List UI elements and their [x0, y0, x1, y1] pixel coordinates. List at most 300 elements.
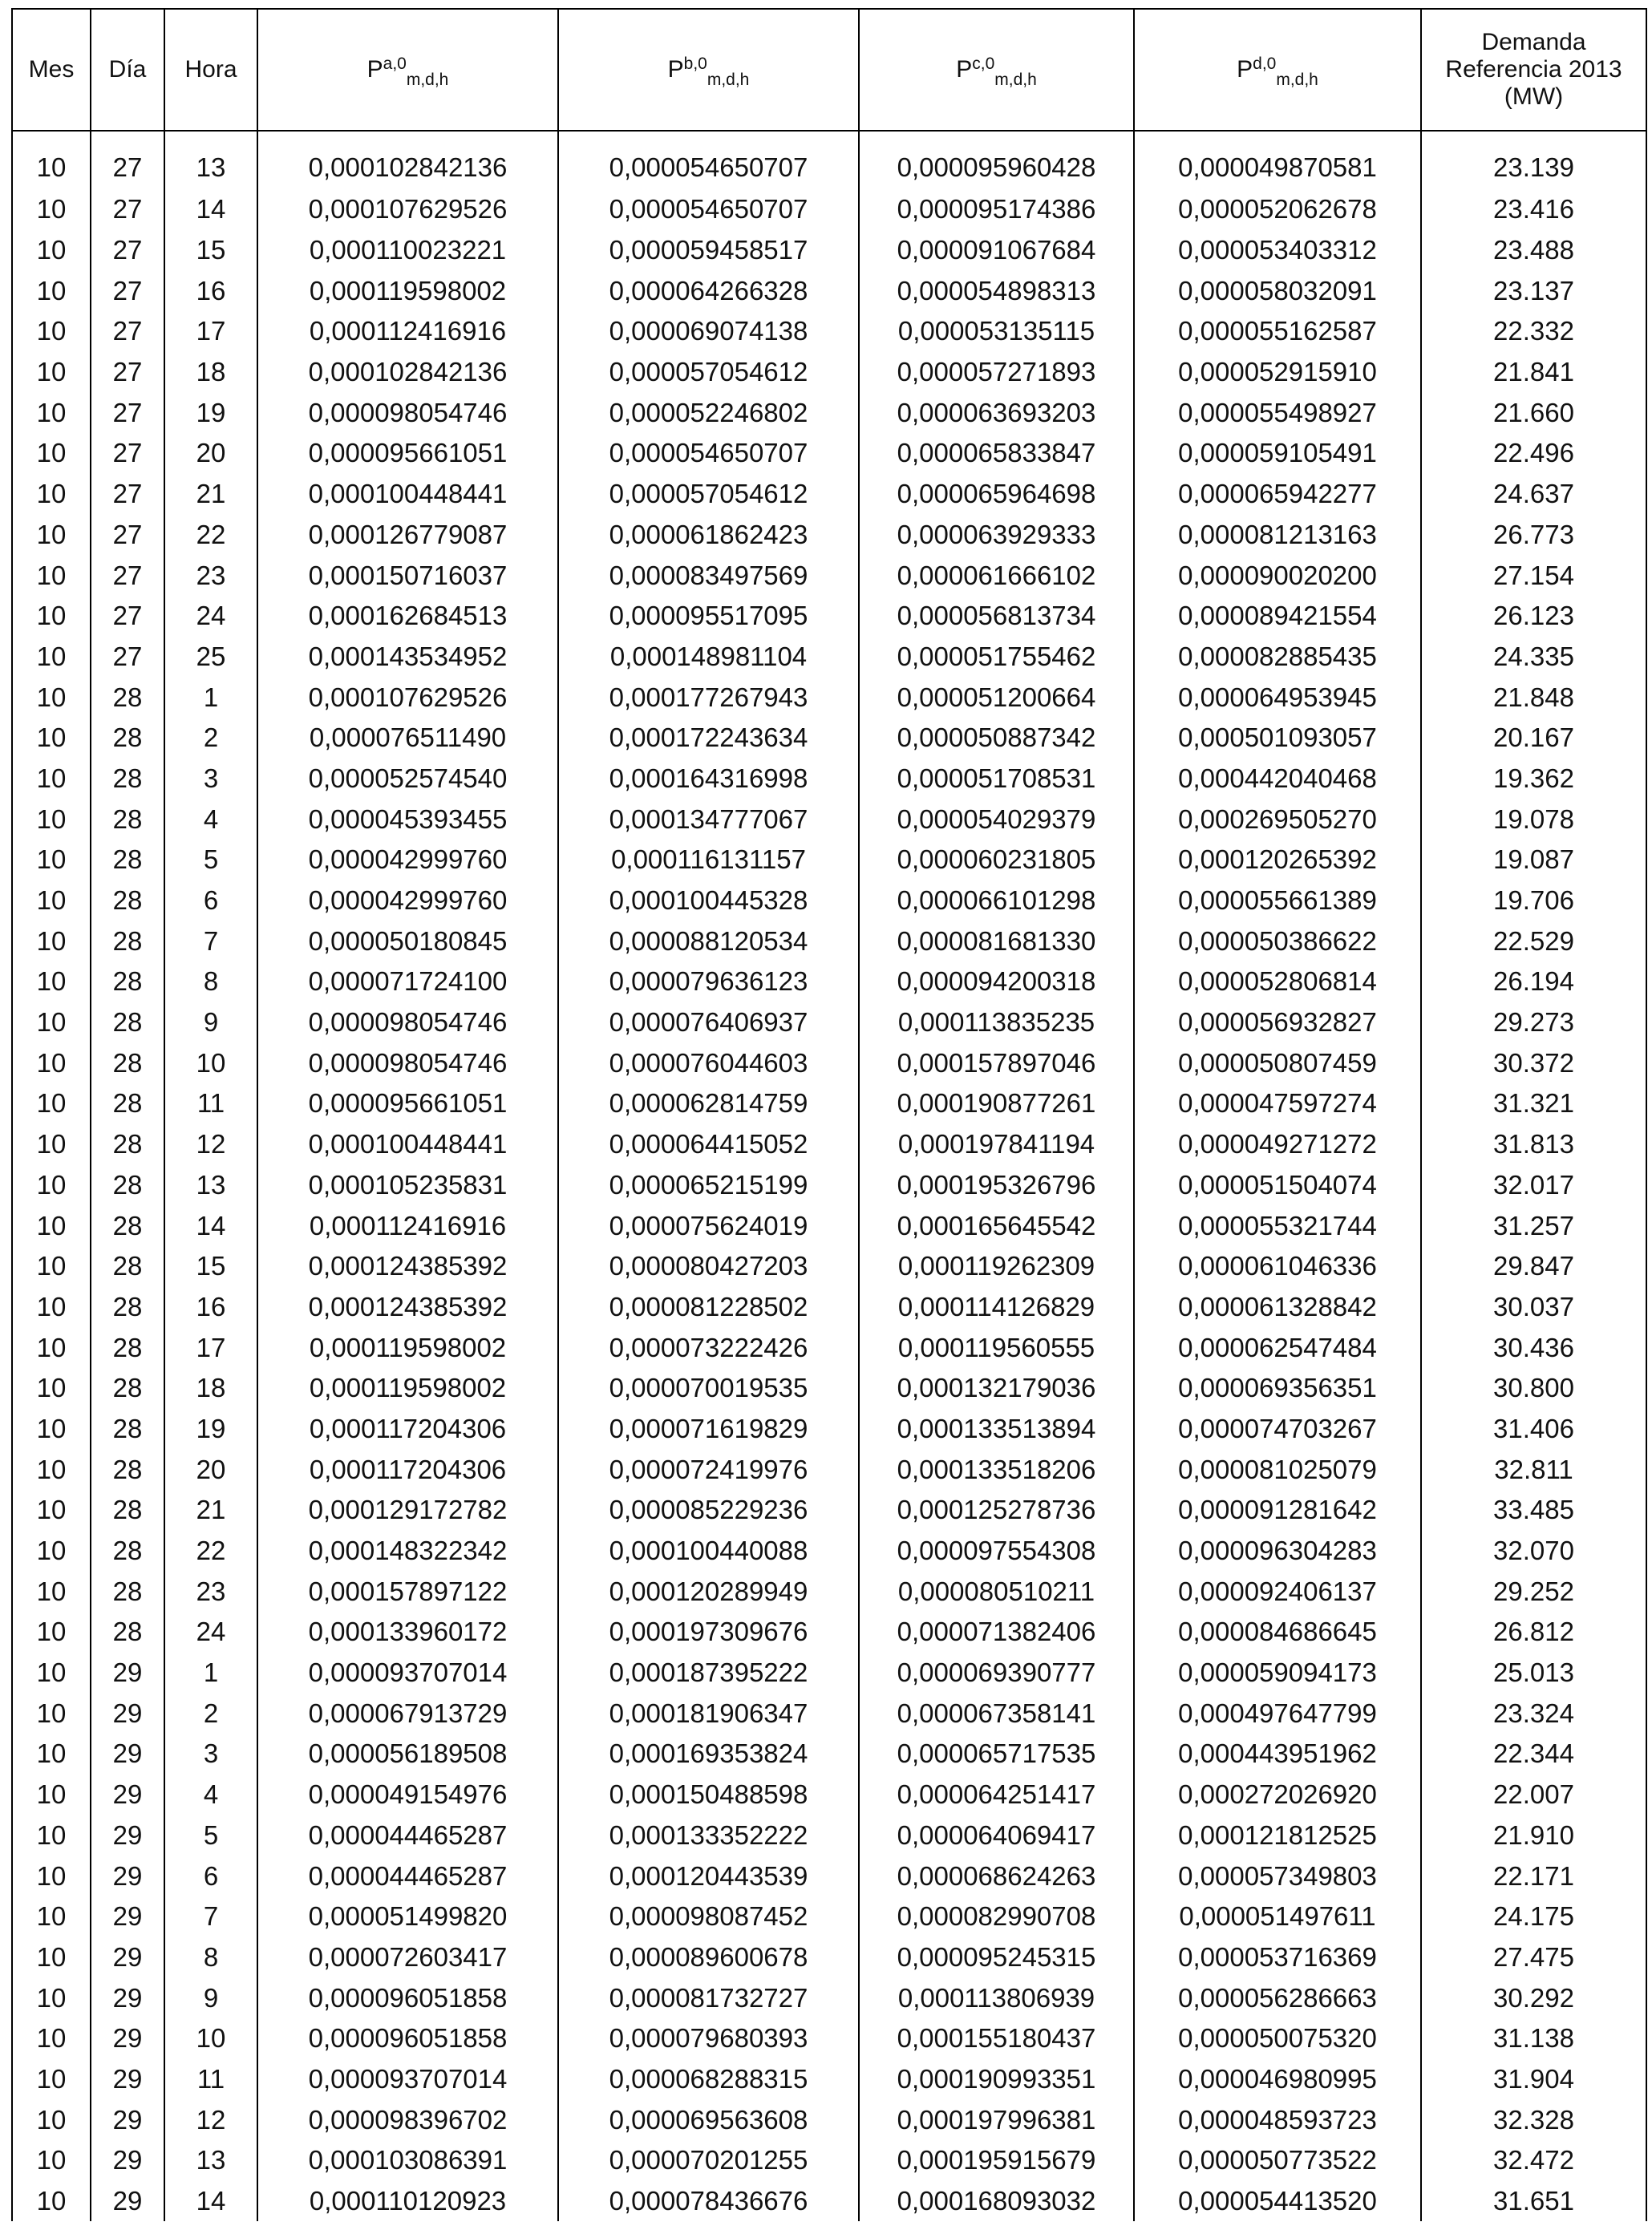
p-a-cell: 0,000098054746 — [257, 392, 558, 433]
p-a-cell: 0,000110023221 — [257, 230, 558, 271]
demanda-cell: 22.496 — [1421, 433, 1646, 474]
hora-cell: 10 — [164, 1042, 257, 1083]
dia-cell: 29 — [91, 1734, 164, 1775]
p-d-cell: 0,000121812525 — [1134, 1815, 1421, 1856]
p-b-cell: 0,000069074138 — [558, 311, 859, 352]
mes-cell: 10 — [12, 1856, 91, 1896]
p-a-cell: 0,000096051858 — [257, 1977, 558, 2018]
table-row — [12, 1856, 1646, 1896]
p-d-cell: 0,000055661389 — [1134, 880, 1421, 921]
header-p-c — [859, 9, 1134, 131]
demanda-cell: 21.841 — [1421, 352, 1646, 393]
p-b-cell: 0,000080427203 — [558, 1246, 859, 1287]
p-d-cell: 0,000053716369 — [1134, 1937, 1421, 1978]
document-page — [11, 8, 1647, 2221]
mes-cell: 10 — [12, 1896, 91, 1937]
demand-coefficients-table — [11, 8, 1647, 2221]
p-d-cell: 0,000051497611 — [1134, 1896, 1421, 1937]
p-d-cell: 0,000059105491 — [1134, 433, 1421, 474]
mes-cell: 10 — [12, 840, 91, 880]
header-p-c-base: P — [956, 56, 973, 83]
hora-cell: 6 — [164, 1856, 257, 1896]
demanda-cell: 31.406 — [1421, 1409, 1646, 1450]
hora-cell: 14 — [164, 189, 257, 230]
table-row — [12, 1775, 1646, 1815]
p-b-cell: 0,000076406937 — [558, 1002, 859, 1043]
p-d-cell: 0,000497647799 — [1134, 1693, 1421, 1734]
p-b-cell: 0,000054650707 — [558, 131, 859, 189]
p-c-cell: 0,000065964698 — [859, 474, 1134, 515]
dia-cell: 27 — [91, 311, 164, 352]
p-a-cell: 0,000112416916 — [257, 1205, 558, 1246]
p-c-cell: 0,000067358141 — [859, 1693, 1134, 1734]
p-c-cell: 0,000157897046 — [859, 1042, 1134, 1083]
table-row — [12, 1409, 1646, 1450]
mes-cell: 10 — [12, 677, 91, 718]
demanda-cell: 24.335 — [1421, 637, 1646, 678]
p-b-cell: 0,000120289949 — [558, 1571, 859, 1612]
dia-cell: 28 — [91, 1124, 164, 1165]
demanda-cell: 21.660 — [1421, 392, 1646, 433]
p-c-cell: 0,000097554308 — [859, 1531, 1134, 1572]
demanda-cell: 19.087 — [1421, 840, 1646, 880]
p-c-cell: 0,000053135115 — [859, 311, 1134, 352]
header-p-d-base: P — [1237, 56, 1253, 83]
p-a-cell: 0,000076511490 — [257, 718, 558, 759]
header-p-d-sup: d,0 — [1253, 55, 1277, 73]
p-d-cell: 0,000272026920 — [1134, 1775, 1421, 1815]
hora-cell: 10 — [164, 2018, 257, 2059]
hora-cell: 14 — [164, 1205, 257, 1246]
p-d-cell: 0,000051504074 — [1134, 1165, 1421, 1206]
p-c-cell: 0,000195915679 — [859, 2140, 1134, 2181]
table-row — [12, 433, 1646, 474]
p-b-cell: 0,000075624019 — [558, 1205, 859, 1246]
dia-cell: 27 — [91, 637, 164, 678]
mes-cell: 10 — [12, 1002, 91, 1043]
hora-cell: 1 — [164, 677, 257, 718]
dia-cell: 27 — [91, 433, 164, 474]
p-a-cell: 0,000143534952 — [257, 637, 558, 678]
table-row — [12, 230, 1646, 271]
p-b-cell: 0,000068288315 — [558, 2059, 859, 2100]
dia-cell: 28 — [91, 1571, 164, 1612]
hora-cell: 18 — [164, 352, 257, 393]
p-d-cell: 0,000058032091 — [1134, 270, 1421, 311]
p-b-cell: 0,000057054612 — [558, 352, 859, 393]
table-row — [12, 637, 1646, 678]
hora-cell: 13 — [164, 2140, 257, 2181]
p-c-cell: 0,000063929333 — [859, 515, 1134, 556]
p-d-cell: 0,000050807459 — [1134, 1042, 1421, 1083]
mes-cell: 10 — [12, 921, 91, 961]
p-c-cell: 0,000051708531 — [859, 759, 1134, 799]
mes-cell: 10 — [12, 596, 91, 637]
dia-cell: 28 — [91, 759, 164, 799]
mes-cell: 10 — [12, 1449, 91, 1490]
header-hora: Hora — [164, 9, 257, 131]
p-c-cell: 0,000133518206 — [859, 1449, 1134, 1490]
p-c-cell: 0,000068624263 — [859, 1856, 1134, 1896]
table-row — [12, 677, 1646, 718]
dia-cell: 28 — [91, 1490, 164, 1531]
dia-cell: 28 — [91, 840, 164, 880]
table-row — [12, 352, 1646, 393]
dia-cell: 29 — [91, 1775, 164, 1815]
p-d-cell: 0,000443951962 — [1134, 1734, 1421, 1775]
hora-cell: 15 — [164, 1246, 257, 1287]
p-a-cell: 0,000096051858 — [257, 2018, 558, 2059]
mes-cell: 10 — [12, 1205, 91, 1246]
demanda-cell: 22.332 — [1421, 311, 1646, 352]
demanda-cell: 30.800 — [1421, 1368, 1646, 1409]
p-c-cell: 0,000190877261 — [859, 1083, 1134, 1124]
mes-cell: 10 — [12, 759, 91, 799]
demanda-cell: 25.013 — [1421, 1653, 1646, 1694]
demanda-cell: 24.637 — [1421, 474, 1646, 515]
hora-cell: 23 — [164, 1571, 257, 1612]
table-row — [12, 1083, 1646, 1124]
p-a-cell: 0,000098396702 — [257, 2099, 558, 2140]
mes-cell: 10 — [12, 1368, 91, 1409]
p-a-cell: 0,000067913729 — [257, 1693, 558, 1734]
p-d-cell: 0,000049271272 — [1134, 1124, 1421, 1165]
p-a-cell: 0,000093707014 — [257, 2059, 558, 2100]
table-row — [12, 880, 1646, 921]
p-c-cell: 0,000195326796 — [859, 1165, 1134, 1206]
mes-cell: 10 — [12, 799, 91, 840]
mes-cell: 10 — [12, 637, 91, 678]
p-a-cell: 0,000044465287 — [257, 1856, 558, 1896]
p-a-cell: 0,000117204306 — [257, 1409, 558, 1450]
dia-cell: 28 — [91, 799, 164, 840]
p-b-cell: 0,000181906347 — [558, 1693, 859, 1734]
hora-cell: 24 — [164, 1612, 257, 1653]
p-b-cell: 0,000070201255 — [558, 2140, 859, 2181]
demanda-cell: 26.812 — [1421, 1612, 1646, 1653]
table-row — [12, 1531, 1646, 1572]
table-row — [12, 1205, 1646, 1246]
demanda-cell: 19.078 — [1421, 799, 1646, 840]
demanda-cell: 31.138 — [1421, 2018, 1646, 2059]
table-row — [12, 840, 1646, 880]
dia-cell: 28 — [91, 1612, 164, 1653]
hora-cell: 9 — [164, 1977, 257, 2018]
hora-cell: 17 — [164, 311, 257, 352]
p-b-cell: 0,000071619829 — [558, 1409, 859, 1450]
p-a-cell: 0,000148322342 — [257, 1531, 558, 1572]
p-c-cell: 0,000051755462 — [859, 637, 1134, 678]
p-a-cell: 0,000102842136 — [257, 131, 558, 189]
p-d-cell: 0,000092406137 — [1134, 1571, 1421, 1612]
p-c-cell: 0,000056813734 — [859, 596, 1134, 637]
mes-cell: 10 — [12, 2099, 91, 2140]
hora-cell: 3 — [164, 759, 257, 799]
p-c-cell: 0,000168093032 — [859, 2181, 1134, 2222]
table-row — [12, 311, 1646, 352]
table-body — [12, 131, 1646, 2221]
demanda-cell: 23.416 — [1421, 189, 1646, 230]
p-a-cell: 0,000050180845 — [257, 921, 558, 961]
table-row — [12, 270, 1646, 311]
header-p-a — [257, 9, 558, 131]
p-b-cell: 0,000164316998 — [558, 759, 859, 799]
p-b-cell: 0,000133352222 — [558, 1815, 859, 1856]
mes-cell: 10 — [12, 1083, 91, 1124]
hora-cell: 11 — [164, 1083, 257, 1124]
table-row — [12, 1815, 1646, 1856]
p-a-cell: 0,000119598002 — [257, 270, 558, 311]
p-a-cell: 0,000133960172 — [257, 1612, 558, 1653]
mes-cell: 10 — [12, 131, 91, 189]
table-row — [12, 1734, 1646, 1775]
table-row — [12, 1287, 1646, 1328]
p-c-cell: 0,000125278736 — [859, 1490, 1134, 1531]
demanda-cell: 26.194 — [1421, 961, 1646, 1002]
p-c-cell: 0,000114126829 — [859, 1287, 1134, 1328]
p-a-cell: 0,000119598002 — [257, 1368, 558, 1409]
header-p-a-sup: a,0 — [383, 55, 407, 73]
table-row — [12, 799, 1646, 840]
table-row — [12, 1002, 1646, 1043]
hora-cell: 24 — [164, 596, 257, 637]
mes-cell: 10 — [12, 2018, 91, 2059]
hora-cell: 5 — [164, 840, 257, 880]
p-b-cell: 0,000100440088 — [558, 1531, 859, 1572]
p-d-cell: 0,000053403312 — [1134, 230, 1421, 271]
p-a-cell: 0,000042999760 — [257, 880, 558, 921]
p-a-cell: 0,000129172782 — [257, 1490, 558, 1531]
p-d-cell: 0,000442040468 — [1134, 759, 1421, 799]
demanda-cell: 21.910 — [1421, 1815, 1646, 1856]
p-d-cell: 0,000059094173 — [1134, 1653, 1421, 1694]
p-c-cell: 0,000095245315 — [859, 1937, 1134, 1978]
p-a-cell: 0,000103086391 — [257, 2140, 558, 2181]
p-a-cell: 0,000102842136 — [257, 352, 558, 393]
header-p-c-sup: c,0 — [972, 55, 995, 73]
header-p-d — [1134, 9, 1421, 131]
demanda-cell: 29.847 — [1421, 1246, 1646, 1287]
dia-cell: 27 — [91, 189, 164, 230]
p-a-cell: 0,000093707014 — [257, 1653, 558, 1694]
mes-cell: 10 — [12, 1246, 91, 1287]
table-row — [12, 2181, 1646, 2222]
p-c-cell: 0,000113806939 — [859, 1977, 1134, 2018]
p-d-cell: 0,000055498927 — [1134, 392, 1421, 433]
mes-cell: 10 — [12, 1327, 91, 1368]
p-d-cell: 0,000054413520 — [1134, 2181, 1421, 2222]
demanda-cell: 30.372 — [1421, 1042, 1646, 1083]
p-a-cell: 0,000119598002 — [257, 1327, 558, 1368]
p-b-cell: 0,000095517095 — [558, 596, 859, 637]
mes-cell: 10 — [12, 1815, 91, 1856]
hora-cell: 7 — [164, 921, 257, 961]
dia-cell: 28 — [91, 1246, 164, 1287]
p-b-cell: 0,000078436676 — [558, 2181, 859, 2222]
p-d-cell: 0,000047597274 — [1134, 1083, 1421, 1124]
table-row — [12, 515, 1646, 556]
p-d-cell: 0,000046980995 — [1134, 2059, 1421, 2100]
demanda-cell: 30.037 — [1421, 1287, 1646, 1328]
p-b-cell: 0,000098087452 — [558, 1896, 859, 1937]
table-row — [12, 1571, 1646, 1612]
demanda-cell: 27.475 — [1421, 1937, 1646, 1978]
mes-cell: 10 — [12, 1937, 91, 1978]
header-p-d-sub: m,d,h — [1276, 71, 1318, 89]
hora-cell: 14 — [164, 2181, 257, 2222]
mes-cell: 10 — [12, 961, 91, 1002]
hora-cell: 1 — [164, 1653, 257, 1694]
p-d-cell: 0,000091281642 — [1134, 1490, 1421, 1531]
hora-cell: 4 — [164, 799, 257, 840]
mes-cell: 10 — [12, 1653, 91, 1694]
header-p-b-sub: m,d,h — [707, 71, 750, 89]
table-row — [12, 1693, 1646, 1734]
p-b-cell: 0,000081732727 — [558, 1977, 859, 2018]
p-d-cell: 0,000064953945 — [1134, 677, 1421, 718]
header-p-c-sub: m,d,h — [994, 71, 1037, 89]
dia-cell: 27 — [91, 131, 164, 189]
p-a-cell: 0,000098054746 — [257, 1042, 558, 1083]
p-c-cell: 0,000063693203 — [859, 392, 1134, 433]
table-row — [12, 1124, 1646, 1165]
p-b-cell: 0,000054650707 — [558, 433, 859, 474]
p-b-cell: 0,000065215199 — [558, 1165, 859, 1206]
p-a-cell: 0,000051499820 — [257, 1896, 558, 1937]
table-row — [12, 1042, 1646, 1083]
p-c-cell: 0,000057271893 — [859, 352, 1134, 393]
p-b-cell: 0,000081228502 — [558, 1287, 859, 1328]
mes-cell: 10 — [12, 2140, 91, 2181]
p-b-cell: 0,000070019535 — [558, 1368, 859, 1409]
p-d-cell: 0,000069356351 — [1134, 1368, 1421, 1409]
p-d-cell: 0,000052915910 — [1134, 352, 1421, 393]
p-b-cell: 0,000089600678 — [558, 1937, 859, 1978]
hora-cell: 5 — [164, 1815, 257, 1856]
demanda-cell: 22.171 — [1421, 1856, 1646, 1896]
demanda-cell: 23.324 — [1421, 1693, 1646, 1734]
demanda-cell: 21.848 — [1421, 677, 1646, 718]
p-b-cell: 0,000172243634 — [558, 718, 859, 759]
demanda-cell: 32.472 — [1421, 2140, 1646, 2181]
dia-cell: 28 — [91, 1002, 164, 1043]
p-d-cell: 0,000120265392 — [1134, 840, 1421, 880]
p-c-cell: 0,000133513894 — [859, 1409, 1134, 1450]
mes-cell: 10 — [12, 1124, 91, 1165]
p-c-cell: 0,000094200318 — [859, 961, 1134, 1002]
p-c-cell: 0,000095960428 — [859, 131, 1134, 189]
p-b-cell: 0,000083497569 — [558, 555, 859, 596]
demanda-cell: 30.292 — [1421, 1977, 1646, 2018]
p-b-cell: 0,000116131157 — [558, 840, 859, 880]
p-a-cell: 0,000095661051 — [257, 433, 558, 474]
p-d-cell: 0,000074703267 — [1134, 1409, 1421, 1450]
demanda-cell: 22.007 — [1421, 1775, 1646, 1815]
p-c-cell: 0,000064069417 — [859, 1815, 1134, 1856]
hora-cell: 12 — [164, 2099, 257, 2140]
mes-cell: 10 — [12, 1693, 91, 1734]
table-row — [12, 1327, 1646, 1368]
p-c-cell: 0,000071382406 — [859, 1612, 1134, 1653]
p-a-cell: 0,000056189508 — [257, 1734, 558, 1775]
header-demanda-line3: (MW) — [1504, 83, 1564, 110]
p-d-cell: 0,000065942277 — [1134, 474, 1421, 515]
demanda-cell: 31.813 — [1421, 1124, 1646, 1165]
header-p-b-sup: b,0 — [683, 55, 707, 73]
p-d-cell: 0,000048593723 — [1134, 2099, 1421, 2140]
dia-cell: 28 — [91, 1287, 164, 1328]
dia-cell: 28 — [91, 677, 164, 718]
hora-cell: 23 — [164, 555, 257, 596]
demanda-cell: 33.485 — [1421, 1490, 1646, 1531]
dia-cell: 29 — [91, 1856, 164, 1896]
hora-cell: 16 — [164, 1287, 257, 1328]
hora-cell: 18 — [164, 1368, 257, 1409]
dia-cell: 27 — [91, 474, 164, 515]
table-row — [12, 2140, 1646, 2181]
dia-cell: 27 — [91, 596, 164, 637]
dia-cell: 28 — [91, 1327, 164, 1368]
p-a-cell: 0,000107629526 — [257, 189, 558, 230]
p-b-cell: 0,000072419976 — [558, 1449, 859, 1490]
p-b-cell: 0,000134777067 — [558, 799, 859, 840]
table-row — [12, 1490, 1646, 1531]
demanda-cell: 23.139 — [1421, 131, 1646, 189]
table-row — [12, 392, 1646, 433]
p-b-cell: 0,000079636123 — [558, 961, 859, 1002]
p-d-cell: 0,000082885435 — [1134, 637, 1421, 678]
p-b-cell: 0,000069563608 — [558, 2099, 859, 2140]
dia-cell: 29 — [91, 2099, 164, 2140]
p-b-cell: 0,000187395222 — [558, 1653, 859, 1694]
p-b-cell: 0,000085229236 — [558, 1490, 859, 1531]
p-b-cell: 0,000177267943 — [558, 677, 859, 718]
p-b-cell: 0,000059458517 — [558, 230, 859, 271]
p-b-cell: 0,000100445328 — [558, 880, 859, 921]
demanda-cell: 32.811 — [1421, 1449, 1646, 1490]
p-c-cell: 0,000095174386 — [859, 189, 1134, 230]
table-row — [12, 2099, 1646, 2140]
p-c-cell: 0,000061666102 — [859, 555, 1134, 596]
p-c-cell: 0,000054898313 — [859, 270, 1134, 311]
demanda-cell: 22.529 — [1421, 921, 1646, 961]
table-row — [12, 2059, 1646, 2100]
table-row — [12, 921, 1646, 961]
dia-cell: 27 — [91, 352, 164, 393]
hora-cell: 11 — [164, 2059, 257, 2100]
mes-cell: 10 — [12, 270, 91, 311]
demanda-cell: 29.273 — [1421, 1002, 1646, 1043]
mes-cell: 10 — [12, 1531, 91, 1572]
p-c-cell: 0,000054029379 — [859, 799, 1134, 840]
dia-cell: 29 — [91, 2059, 164, 2100]
p-a-cell: 0,000117204306 — [257, 1449, 558, 1490]
hora-cell: 7 — [164, 1896, 257, 1937]
mes-cell: 10 — [12, 1490, 91, 1531]
mes-cell: 10 — [12, 2059, 91, 2100]
p-a-cell: 0,000157897122 — [257, 1571, 558, 1612]
p-c-cell: 0,000132179036 — [859, 1368, 1134, 1409]
mes-cell: 10 — [12, 392, 91, 433]
p-b-cell: 0,000054650707 — [558, 189, 859, 230]
p-a-cell: 0,000100448441 — [257, 474, 558, 515]
p-d-cell: 0,000056286663 — [1134, 1977, 1421, 2018]
demanda-cell: 31.651 — [1421, 2181, 1646, 2222]
p-a-cell: 0,000071724100 — [257, 961, 558, 1002]
hora-cell: 19 — [164, 392, 257, 433]
demanda-cell: 29.252 — [1421, 1571, 1646, 1612]
table-row — [12, 189, 1646, 230]
